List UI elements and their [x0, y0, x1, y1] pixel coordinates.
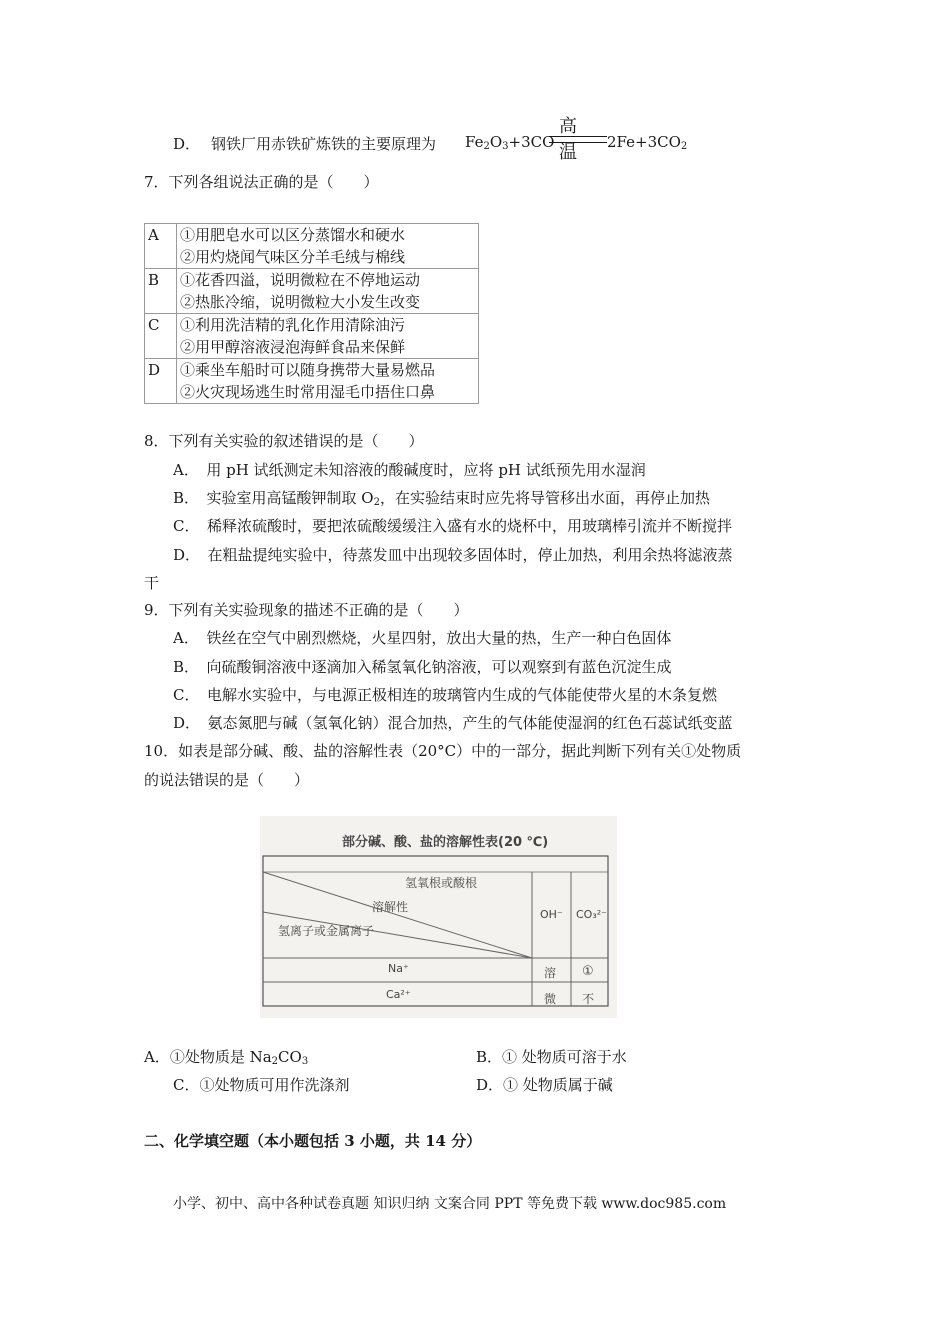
question-8-stem: 8．下列有关实验的叙述错误的是（ ）	[144, 432, 424, 450]
question-10-stem-cont: 的说法错误的是（ ）	[144, 771, 310, 789]
question-9-option-d: D． 氨态氮肥与碱（氢氧化钠）混合加热，产生的气体能使湿润的红色石蕊试纸变蓝	[173, 714, 733, 732]
table-row	[145, 224, 479, 269]
question-7-stem: 7．下列各组说法正确的是（ ）	[144, 173, 379, 191]
question-7-table	[144, 223, 479, 404]
header-cation: 氢离子或金属离子	[278, 924, 375, 938]
question-8-option-c: C． 稀释浓硫酸时，要把浓硫酸缓缓注入盛有水的烧杯中，用玻璃棒引流并不断搅拌	[173, 517, 732, 535]
question-8-option-d: D． 在粗盐提纯实验中，待蒸发皿中出现较多固体时，停止加热，利用余热将滤液蒸	[173, 546, 733, 564]
header-anion: 氢氧根或酸根	[405, 876, 478, 890]
equals-sign	[549, 136, 607, 143]
row-key: D	[145, 359, 177, 404]
question-10-option-a: A．①处物质是 $Na_2CO_3$	[144, 1048, 309, 1067]
solubility-table-figure	[260, 816, 617, 1018]
option-label: D．	[173, 135, 201, 153]
row-key: C	[145, 314, 177, 359]
cell-ca-co3: 不	[582, 992, 595, 1006]
row-content: ①花香四溢，说明微粒在不停地运动 ②热胀冷缩，说明微粒大小发生改变	[177, 269, 479, 314]
question-10-option-b: B．① 处物质可溶于水	[476, 1048, 627, 1066]
header-solubility: 溶解性	[372, 900, 409, 914]
row-key: A	[145, 224, 177, 269]
products: $2Fe+3CO_2$	[607, 133, 688, 152]
table-row	[145, 269, 479, 314]
table-row	[145, 314, 479, 359]
cell-ca-oh: 微	[544, 992, 557, 1006]
question-8-option-a: A． 用 pH 试纸测定未知溶液的酸碱度时，应将 pH 试纸预先用水湿润	[173, 461, 646, 479]
cell-na-oh: 溶	[544, 966, 557, 980]
row-content: ①用肥皂水可以区分蒸馏水和硬水 ②用灼烧闻气味区分羊毛绒与棉线	[177, 224, 479, 269]
column-oh: OH⁻	[540, 908, 563, 921]
row-content: ①乘坐车船时可以随身携带大量易燃品 ②火灾现场逃生时常用湿毛巾捂住口鼻	[177, 359, 479, 404]
section-2-heading: 二、化学填空题（本小题包括 3 小题，共 14 分）	[144, 1132, 482, 1150]
option-text: 钢铁厂用赤铁矿炼铁的主要原理为	[211, 135, 437, 153]
row-content: ①利用洗洁精的乳化作用清除油污 ②用甲醇溶液浸泡海鲜食品来保鲜	[177, 314, 479, 359]
question-9-option-b: B． 向硫酸铜溶液中逐滴加入稀氢氧化钠溶液，可以观察到有蓝色沉淀生成	[173, 658, 672, 676]
question-9-option-a: A． 铁丝在空气中剧烈燃烧，火星四射，放出大量的热，生产一种白色固体	[173, 629, 672, 647]
question-8-option-d-cont: 干	[144, 574, 160, 592]
question-10-stem: 10．如表是部分碱、酸、盐的溶解性表（20°C）中的一部分，据此判断下列有关①处物质	[144, 742, 742, 760]
row-ca: Ca²⁺	[386, 988, 411, 1001]
table-row	[145, 359, 479, 404]
column-co3: CO₃²⁻	[576, 908, 607, 921]
question-8-option-b: B． 实验室用高锰酸钾制取 $O_2$，在实验结束时应先将导管移出水面，再停止加热	[173, 489, 710, 508]
row-na: Na⁺	[388, 962, 409, 975]
question-9-stem: 9．下列有关实验现象的描述不正确的是（ ）	[144, 601, 469, 619]
question-10-option-c: C．①处物质可用作洗涤剂	[173, 1076, 350, 1094]
figure-title: 部分碱、酸、盐的溶解性表(20 ℃)	[342, 835, 549, 850]
reaction-condition: 高温	[559, 116, 577, 163]
question-9-option-c: C． 电解水实验中，与电源正极相连的玻璃管内生成的气体能使带火星的木条复燃	[173, 686, 717, 704]
page-footer: 小学、初中、高中各种试卷真题 知识归纳 文案合同 PPT 等免费下载 www.doc985.com	[173, 1196, 727, 1212]
row-key: B	[145, 269, 177, 314]
reactants: $Fe_2O_3+3CO$	[465, 133, 555, 152]
question-10-option-d: D．① 处物质属于碱	[476, 1076, 613, 1094]
cell-na-co3: ①	[582, 964, 594, 979]
